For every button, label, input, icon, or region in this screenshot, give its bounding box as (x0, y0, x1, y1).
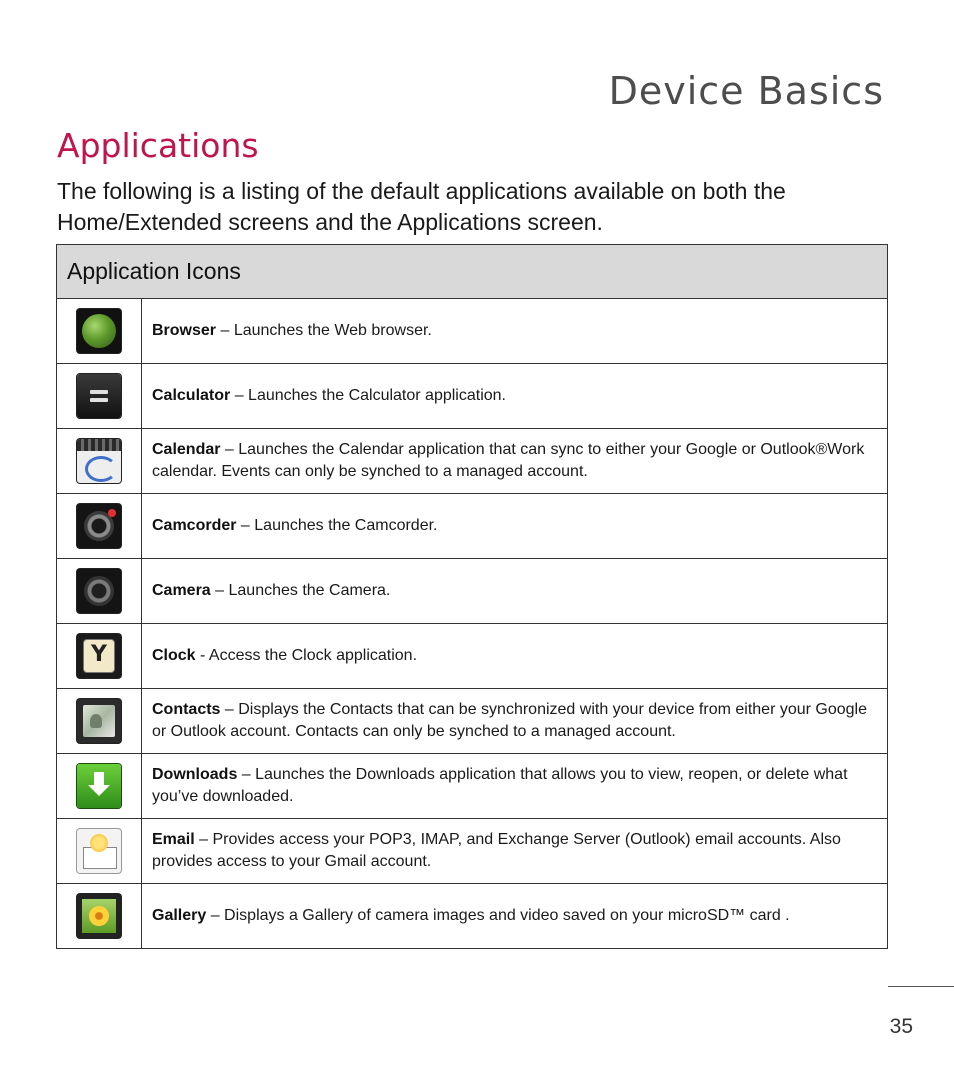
icon-cell (57, 429, 142, 494)
camera-icon (77, 569, 121, 613)
application-icons-table (56, 244, 888, 949)
app-description: – Displays the Contacts that can be synchronized with your device from either your Google or Outlook account. Contacts can only be synched to a managed account. (152, 701, 867, 740)
table-row (57, 494, 888, 559)
table-row (57, 754, 888, 819)
description-cell (142, 689, 888, 754)
icon-cell (57, 754, 142, 819)
camcorder-icon (77, 504, 121, 548)
icon-cell (57, 364, 142, 429)
table-row (57, 689, 888, 754)
app-name: Camera (152, 582, 211, 599)
table-header: Application Icons (57, 245, 888, 299)
app-description: - Access the Clock application. (195, 647, 418, 664)
app-name: Calendar (152, 441, 221, 458)
table-row (57, 884, 888, 949)
app-name: Browser (152, 322, 217, 339)
table-header-row (57, 245, 888, 299)
footer-divider (888, 986, 954, 987)
icon-cell (57, 624, 142, 689)
app-name: Email (152, 831, 195, 848)
downloads-icon (77, 764, 121, 808)
intro-paragraph: The following is a listing of the default applications available on both the Home/Extended screens and the Applications screen. (57, 178, 786, 235)
icon-cell (57, 559, 142, 624)
table-row (57, 364, 888, 429)
app-description: – Displays a Gallery of camera images and video saved on your microSD™ card . (206, 907, 790, 924)
email-icon (77, 829, 121, 873)
icon-cell (57, 819, 142, 884)
icon-cell (57, 884, 142, 949)
app-name: Contacts (152, 701, 221, 718)
calendar-icon (77, 439, 121, 483)
table-row (57, 299, 888, 364)
icon-cell (57, 494, 142, 559)
description-cell (142, 429, 888, 494)
app-description: – Launches the Web browser. (216, 322, 432, 339)
page-number: 35 (889, 1015, 913, 1038)
description-cell (142, 754, 888, 819)
gallery-icon (77, 894, 121, 938)
description-cell (142, 299, 888, 364)
app-name: Camcorder (152, 517, 237, 534)
table-row (57, 559, 888, 624)
app-description: – Launches the Downloads application that allows you to view, reopen, or delete what you’ve downloaded. (152, 766, 848, 805)
app-name: Calculator (152, 387, 231, 404)
icon-cell (57, 689, 142, 754)
app-name: Clock (152, 647, 196, 664)
description-cell (142, 364, 888, 429)
clock-icon (77, 634, 121, 678)
app-description: – Launches the Calendar application that can sync to either your Google or Outlook®Work calendar. Events can only be synched to a managed account. (152, 441, 865, 480)
description-cell (142, 624, 888, 689)
description-cell (142, 494, 888, 559)
table-row (57, 624, 888, 689)
section-title: Applications (57, 126, 259, 165)
app-description: – Launches the Camcorder. (236, 517, 438, 534)
chapter-title: Device Basics (608, 69, 884, 114)
table-row (57, 819, 888, 884)
app-name: Downloads (152, 766, 238, 783)
icon-cell (57, 299, 142, 364)
browser-icon (77, 309, 121, 353)
app-name: Gallery (152, 907, 207, 924)
calculator-icon (77, 374, 121, 418)
contacts-icon (77, 699, 121, 743)
description-cell (142, 819, 888, 884)
description-cell (142, 884, 888, 949)
app-description: – Launches the Camera. (210, 582, 391, 599)
table-row (57, 429, 888, 494)
app-description: – Launches the Calculator application. (230, 387, 506, 404)
app-description: – Provides access your POP3, IMAP, and Exchange Server (Outlook) email accounts. Also provides access to your Gmail account. (152, 831, 841, 870)
description-cell (142, 559, 888, 624)
